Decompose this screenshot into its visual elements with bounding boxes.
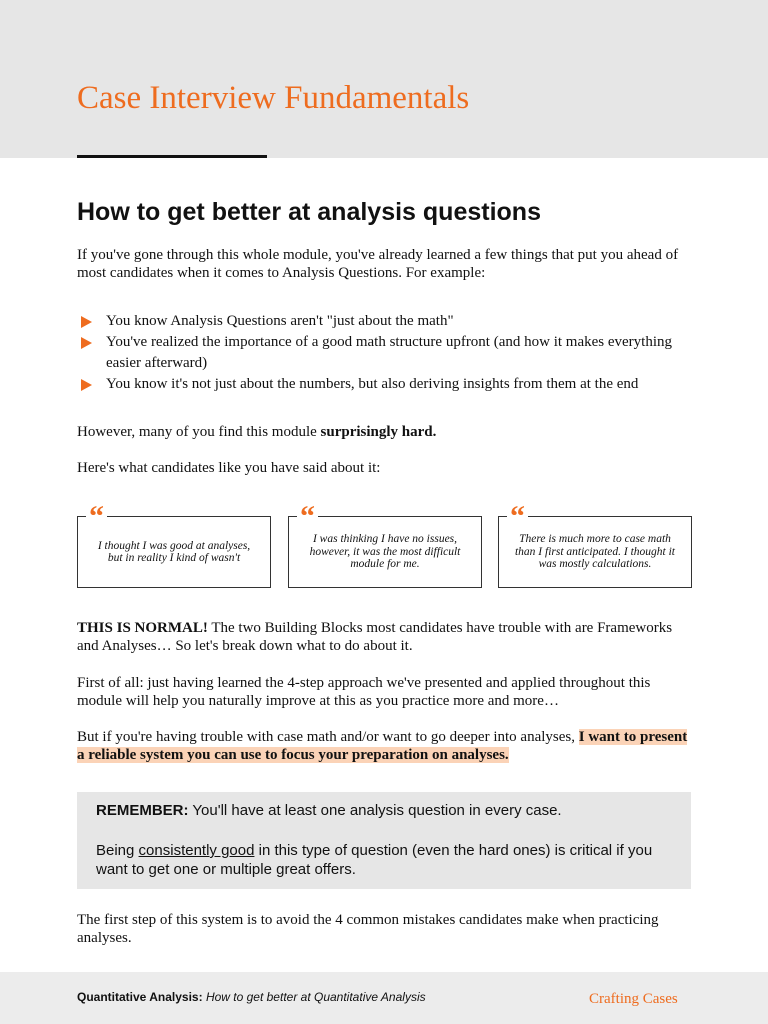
bullet-text: You've realized the importance of a good math structure upfront (and how it makes everything easier afterward) xyxy=(106,334,673,371)
triangle-bullet-icon xyxy=(81,379,92,391)
footer-section-title: How to get better at Quantitative Analysis xyxy=(205,990,426,1004)
normal-paragraph xyxy=(77,619,697,655)
testimonial-text: There is much more to case math than I first anticipated. I thought it was mostly calculations. xyxy=(514,533,676,571)
list-item xyxy=(77,374,697,395)
normal-text: The two Building Blocks most candidates have trouble with are Frameworks and Analyses… So let's break down what to do about it. xyxy=(77,620,673,654)
remember-line xyxy=(96,801,676,820)
remember-text: Being xyxy=(96,842,139,859)
however-text: However, many of you find this module xyxy=(77,424,321,440)
testimonial-box xyxy=(77,500,271,588)
testimonial-text: I thought I was good at analyses, but in reality I kind of wasn't xyxy=(97,539,251,564)
testimonials-intro: Here's what candidates like you have said about it: xyxy=(77,460,381,476)
however-emphasis: surprisingly hard. xyxy=(320,424,437,440)
footer-section-label: Quantitative Analysis: xyxy=(77,990,203,1004)
page-footer xyxy=(0,972,768,1024)
remember-text: in this type of question (even the hard ones) is critical if you want to get one or multiple great offers. xyxy=(96,842,653,878)
remember-label: REMEMBER: xyxy=(96,802,189,819)
testimonial-box xyxy=(288,500,482,588)
triangle-bullet-icon xyxy=(81,337,92,349)
title-underline xyxy=(77,155,267,158)
list-item xyxy=(77,311,697,332)
page-header xyxy=(0,0,768,158)
highlighted-text: I want to present a reliable system you can use to focus your preparation on analyses. xyxy=(77,729,688,763)
bullet-list xyxy=(77,311,697,395)
quote-icon: “ xyxy=(297,502,318,532)
triangle-bullet-icon xyxy=(81,316,92,328)
remember-text: You'll have at least one analysis question in every case. xyxy=(188,802,562,819)
first-paragraph: First of all: just having learned the 4-step approach we've presented and applied throughout this module will help you naturally improve at this as you practice more and more… xyxy=(77,675,651,709)
quote-icon: “ xyxy=(86,502,107,532)
system-text: But if you're having trouble with case math and/or want to go deeper into analyses, xyxy=(77,729,579,745)
remember-line xyxy=(96,841,656,879)
intro-paragraph: If you've gone through this whole module, you've already learned a few things that put you ahead of most candidates when it comes to Analysis Questions. For example: xyxy=(77,247,679,281)
section-heading: How to get better at analysis questions xyxy=(77,198,541,226)
closing-paragraph: The first step of this system is to avoid the 4 common mistakes candidates make when practicing analyses. xyxy=(77,912,659,946)
remember-callout xyxy=(77,792,691,889)
system-paragraph xyxy=(77,728,697,764)
list-item xyxy=(77,332,697,374)
bullet-text: You know it's not just about the numbers, but also deriving insights from them at the end xyxy=(106,376,639,392)
document-title: Case Interview Fundamentals xyxy=(77,80,470,116)
bullet-text: You know Analysis Questions aren't "just about the math" xyxy=(106,313,454,329)
testimonial-box xyxy=(498,500,692,588)
testimonial-text: I was thinking I have no issues, however, it was the most difficult module for me. xyxy=(309,533,461,571)
however-paragraph xyxy=(77,423,697,441)
underlined-text: consistently good xyxy=(138,842,255,859)
normal-emphasis: THIS IS NORMAL! xyxy=(77,620,208,636)
quote-icon: “ xyxy=(507,502,528,532)
footer-section xyxy=(77,990,426,1004)
brand-name: Crafting Cases xyxy=(589,991,678,1007)
